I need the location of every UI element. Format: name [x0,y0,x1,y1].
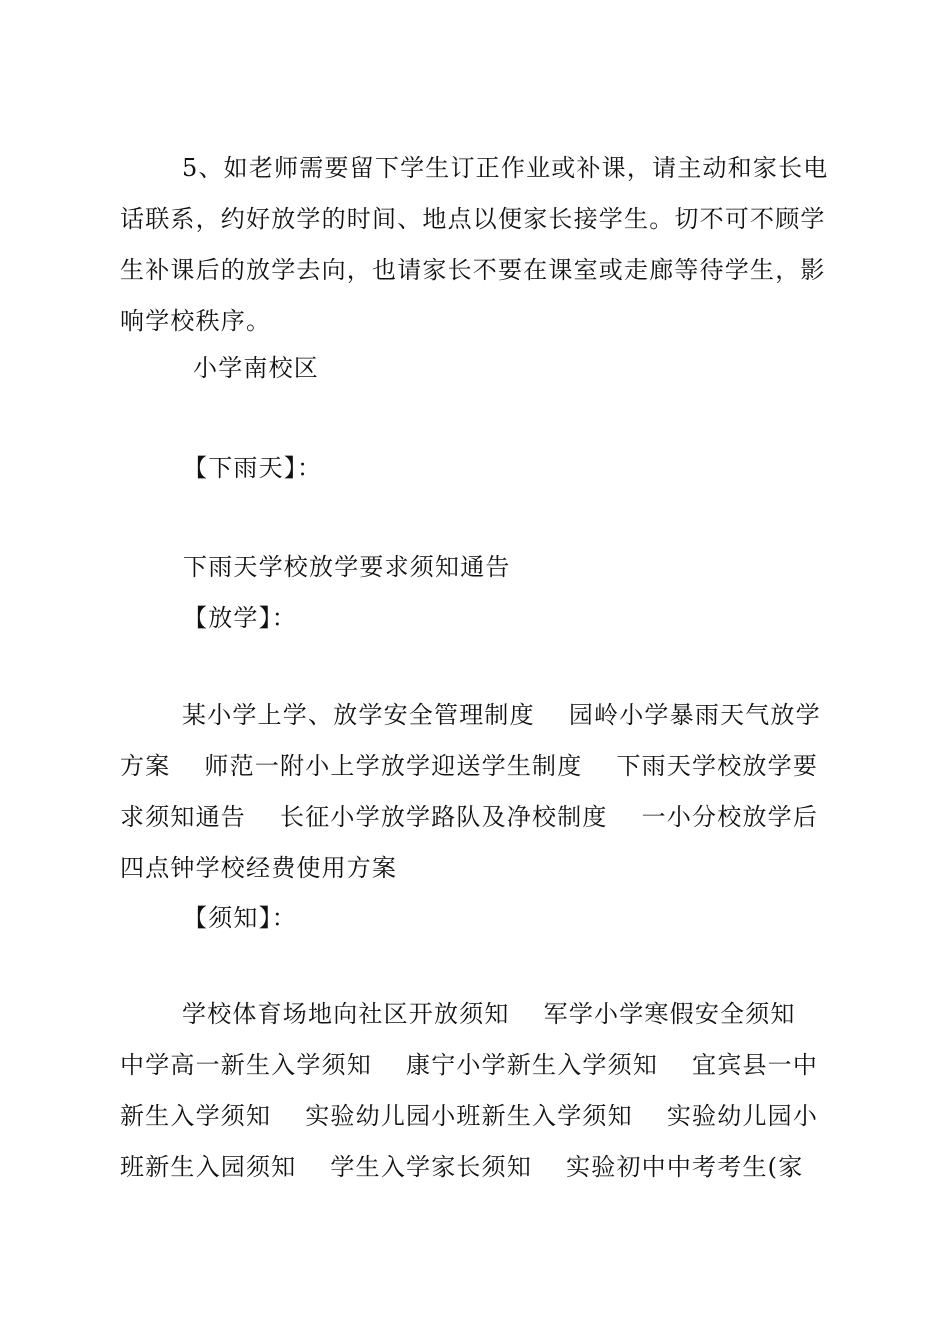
dismissal-related-links: 某小学上学、放学安全管理制度 园岭小学暴雨天气放学方案 师范一附小上学放学迎送学生制度 下雨天学校放学要求须知通告 长征小学放学路队及净校制度 一小分校放学后四点钟学校经费使用方案 [120,701,821,882]
section-heading-dismissal: 【放学】： [183,604,297,632]
paragraph-5: 5、如老师需要留下学生订正作业或补课，请主动和家长电话联系，约好放学的时间、地点以便家长接学生。切不可不顾学生补课后的放学去向，也请家长不要在课室或走廊等待学生，影响学校秩序。 [120,154,829,335]
section-heading-notice: 【须知】： [183,904,297,932]
section-heading-rainy-day: 【下雨天】： [183,454,323,482]
school-signature: 小学南校区 [193,354,319,382]
notice-title: 下雨天学校放学要求须知通告 [183,553,511,581]
notice-related-links: 学校体育场地向社区开放须知 军学小学寒假安全须知 中学高一新生入学须知 康宁小学新生入学须知 宜宾县一中新生入学须知 实验幼儿园小班新生入学须知 实验幼儿园小班新生入园须知 学生入学家长须知 实验初中中考考生(家 [120,1000,830,1181]
